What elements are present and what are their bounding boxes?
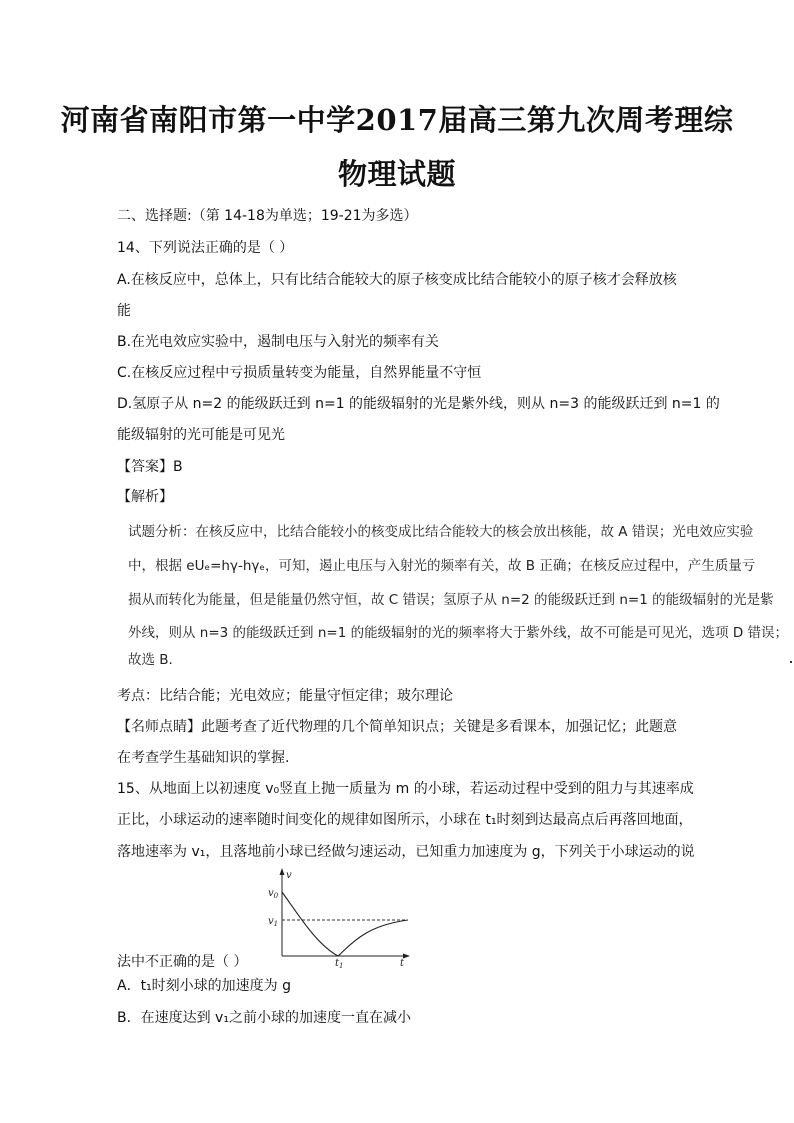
y-axis-arrow [280,868,285,875]
q14-comment-line1: 【名师点睛】此题考查了近代物理的几个简单知识点；关键是多看课本，加强记忆；此题意 [117,719,677,735]
q14-option-d-line2: 能级辐射的光可能是可见光 [117,427,285,443]
q14-stem: 14、下列说法正确的是（ ） [117,240,294,256]
q15-stem-line3: 落地速率为 v₁，且落地前小球已经做匀速运动，已知重力加速度为 g，下列关于小球运动的说 [117,844,695,860]
stray-dot [790,661,792,663]
q14-option-a-line1: A.在核反应中，总体上，只有比结合能较大的原子核变成比结合能较小的原子核才会释放核 [117,272,677,288]
v0-label-sub: 0 [273,892,279,900]
q15-stem-line4: 法中不正确的是（ ） [117,954,248,970]
q14-answer: 【答案】B [117,459,183,475]
t1-label: $t_1$ [335,958,344,968]
analysis-line: 中，根据 eUₑ=hγ-hγₑ，可知，遏止电压与入射光的频率有关，故 B 正确；在核反应过程中，产生质量亏 [128,558,756,574]
q14-option-d-line1: D.氢原子从 n=2 的能级跃迁到 n=1 的能级辐射的光是紫外线，则从 n=3 的能级跃迁到 n=1 的 [117,396,720,412]
analysis-line: 故选 B. [128,652,173,668]
v1-label: $v_1$ [268,916,279,928]
v0-label: $v_0$ [268,888,279,900]
t1-label-sub: 1 [339,962,344,968]
q15-option-b: B．在速度达到 v₁之前小球的加速度一直在减小 [117,1010,411,1026]
q14-analysis-heading: 【解析】 [117,489,173,505]
q15-stem-line2: 正比，小球运动的速率随时间变化的规律如图所示，小球在 t₁时刻到达最高点后再落回地面， [117,812,693,828]
q14-option-b: B.在光电效应实验中，遏制电压与入射光的频率有关 [117,334,440,350]
q14-option-a-line2: 能 [117,303,131,319]
x-axis-label: t [400,958,405,968]
velocity-time-graph [258,864,418,968]
page-title-line1: 河南省南阳市第一中学2017届高三第九次周考理综 [60,103,734,137]
q14-comment-line2: 在考查学生基础知识的掌握. [117,750,290,766]
analysis-line: 外线，则从 n=3 的能级跃迁到 n=1 的能级辐射的光的频率将大于紫外线，故不可能是可见光，选项 D 错误； [128,625,789,641]
x-axis-arrow [403,954,410,959]
q14-option-c: C.在核反应过程中亏损质量转变为能量，自然界能量不守恒 [117,365,482,381]
q15-stem-line1: 15、从地面上以初速度 v₀竖直上抛一质量为 m 的小球，若运动过程中受到的阻力与其速率成 [117,781,694,797]
v1-label-sub: 1 [273,920,279,928]
analysis-line: 试题分析：在核反应中，比结合能较小的核变成比结合能较大的核会放出核能，故 A 错误；光电效应实验 [128,524,754,540]
analysis-line: 损从而转化为能量，但是能量仍然守恒，故 C 错误；氢原子从 n=2 的能级跃迁到 n=1 的能级辐射的光是紫 [128,592,774,608]
y-axis-label: v [286,870,292,881]
section-heading: 二、选择题:（第 14-18为单选；19-21为多选） [117,208,418,224]
page-title-line2: 物理试题 [337,157,456,191]
velocity-curve [282,892,408,956]
q15-option-a: A．t₁时刻小球的加速度为 g [117,978,292,994]
q14-kaodian: 考点：比结合能；光电效应；能量守恒定律；玻尔理论 [117,688,453,704]
